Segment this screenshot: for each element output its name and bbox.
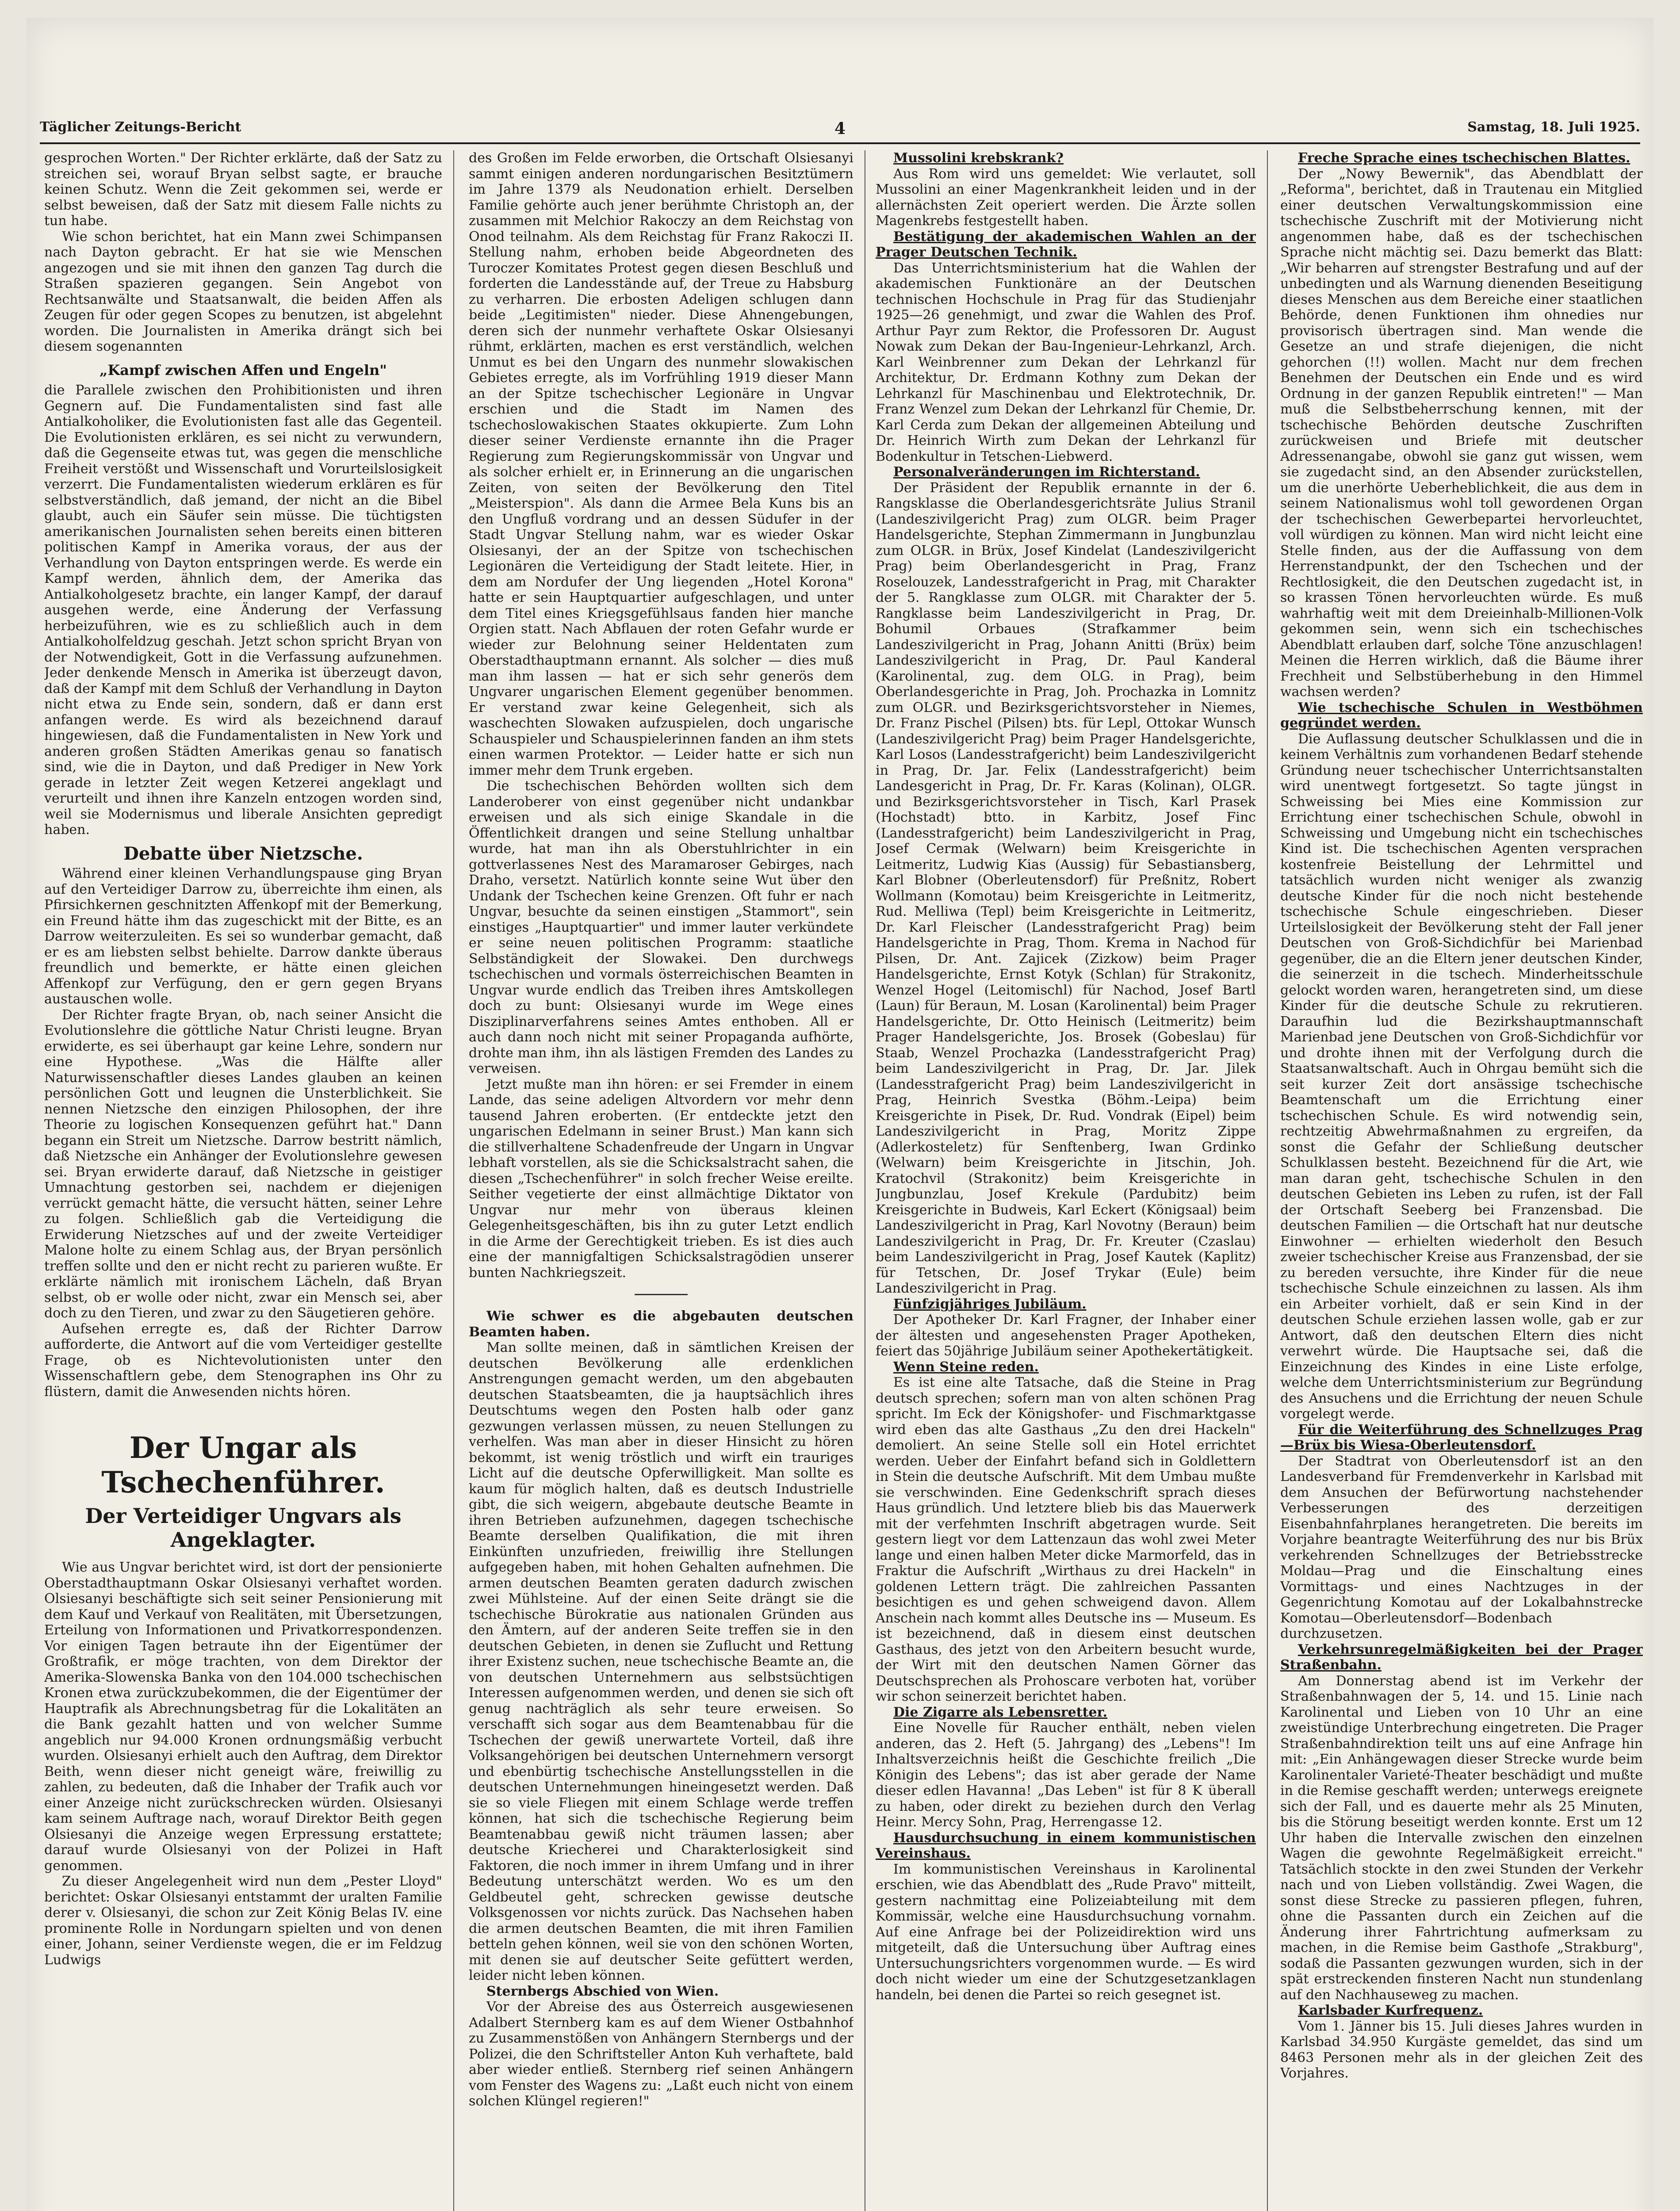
subheading: Freche Sprache eines tschechischen Blattes. <box>1298 150 1630 166</box>
subheading: Personalveränderungen im Richterstand. <box>893 464 1200 480</box>
article-paragraph: Der Stadtrat von Oberleutensdorf ist an den Landesverband für Fremdenverkehr in Karlsbad mit dem Ansuchen der Befürwortung nachstehender Verbesserungen des derzeitigen Eisenbahnfahrplanes herangetreten. Die bereits im Vorjahre beantragte Weiterführung des nur bis Brüx verkehrenden Schnellzuges der Betriebsstrecke Moldau—Prag und die Einschaltung eines Vormittags- und eines Nachtzuges in der Gegenrichtung Komotau auf der Lokalbahnstrecke Komotau—Oberleutensdorf—Bodenbach durchzusetzen. <box>1280 1453 1643 1641</box>
column-divider <box>453 150 454 2211</box>
article-paragraph: Während einer kleinen Verhandlungspause ging Bryan auf den Verteidiger Darrow zu, überreichte ihm einen, als Pfirsichkernen geschnitzten Affenkopf mit der Bemerkung, ein Freund hätte ihm das zugeschickt mit der Bitte, es an Darrow weiterzuleiten. Es sei so wunderbar gemacht, daß er es am liebsten selbst behielte. Darrow dankte überaus freundlich und bemerkte, er hätte einen gleichen Affenkopf zur Verfügung, den er gern gegen Bryans austauschen wolle. <box>44 866 442 1007</box>
article-paragraph: Man sollte meinen, daß in sämtlichen Kreisen der deutschen Bevölkerung alle erdenklichen Anstrengungen gemacht werden, um den abgebauten deutschen Staatsbeamten, die ja hauptsächlich ihres Deutschtums wegen den Posten halb oder ganz gezwungen verlassen müssen, zu neuen Stellungen zu verhelfen. Was man aber in dieser Hinsicht zu hören bekommt, ist wenig tröstlich und wirft ein trauriges Licht auf die deutsche Opferwilligkeit. Man sollte es kaum für möglich halten, daß es deutsch Industrielle gibt, die sich weigern, abgebaute deutsche Beamte in ihren Betrieben aufzunehmen, dagegen tschechische Beamte derselben Qualifikation, die mit ihren Einkünften unzufrieden, freiwillig ihre Stellungen aufgegeben haben, mit hohen Gehalten aufnehmen. Die armen deutschen Beamten geraten dadurch zwischen zwei Mühlsteine. Auf der einen Seite drängt sie die tschechische Bürokratie aus nationalen Gründen aus den Ämtern, auf der anderen Seite treffen sie in den deutschen Gebieten, in denen sie Zuflucht und Rettung ihrer Existenz suchen, neue tschechische Beamte an, die von deutschen Unternehmern aus selbstsüchtigen Interessen aufgenommen werden, und denen sie sich oft genug nachträglich als sehr teure erweisen. So verschafft sich sogar aus dem Beamtenabbau für die Tschechen der gewiß unerwartete Vorteil, daß ihre Volksangehörigen bei deutschen Unternehmern versorgt und ebenbürtig tschechische Anstellungsstellen in die deutschen Unternehmungen hineingesetzt werden. Daß sie so viele Fliegen mit einem Schlage werde treffen können, hat sich die tschechische Regierung beim Beamtenabbau gewiß nicht träumen lassen; aber deutsche Kriecherei und Charakterlosigkeit sind Faktoren, die noch immer in ihrem Umfang und in ihrer Bedeutung unterschätzt werden. Wo es um den Geldbeutel geht, schrecken gewisse deutsche Volksgenossen vor nichts zurück. Das Nachsehen haben die armen deutschen Beamten, die mit ihren Familien betteln gehen können, weil sie von den schönen Worten, mit denen sie auf deutscher Seite gefüttert werden, leider nicht leben können. <box>469 1340 853 1983</box>
article-paragraph: Vom 1. Jänner bis 15. Juli dieses Jahres wurden in Karlsbad 34.950 Kurgäste gemeldet, das sind um 8463 Personen mehr als in der gleichen Zeit des Vorjahres. <box>1280 2018 1643 2081</box>
article-headline: Der Ungar als Tschechenführer. <box>101 1431 385 1500</box>
article-paragraph: Aus Rom wird uns gemeldet: Wie verlautet, soll Mussolini an einer Magenkrankheit leiden und in der allernächsten Zeit operiert werden. Die Ärzte sollen Magenkrebs festgestellt haben. <box>876 166 1256 229</box>
header-masthead: Täglicher Zeitungs-Bericht <box>40 119 241 135</box>
article-paragraph: Der Richter fragte Bryan, ob, nach seiner Ansicht die Evolutionslehre die göttliche Natur Christi leugne. Bryan erwiderte, es sei überhaupt gar keine Lehre, sondern nur eine Hypothese. „Was die Hälfte aller Naturwissenschaftler dieses Landes glauben an keinen persönlichen Gott und leugnen die Unsterblichkeit. Sie nennen Nietzsche den einzigen Philosophen, der ihre Theorie zu logischen Konsequenzen geführt hat." Dann begann ein Streit um Nietzsche. Darrow bestritt nämlich, daß Nietzsche ein Anhänger der Evolutionslehre gewesen sei. Bryan erwiderte darauf, daß Nietzsche in geistiger Umnachtung gestorben sei, nachdem er diejenigen verrückt gemacht hätte, die versucht hätten, seiner Lehre zu folgen. Schließlich gab die Verteidigung die Erwiderung Nietzsches auf und der zweite Verteidiger Malone holte zu einem Schlag aus, der Bryan persönlich treffen sollte und den er nicht recht zu parieren wußte. Er erklärte nämlich mit ironischem Lächeln, daß Bryan selbst, ob er wolle oder nicht, zwar ein Mensch sei, aber doch zu den Tieren, und zwar zu den Säugetieren gehöre. <box>44 1007 442 1321</box>
subheading: Sternbergs Abschied von Wien. <box>486 1983 719 1999</box>
article-paragraph: Vor der Abreise des aus Österreich ausgewiesenen Adalbert Sternberg kam es auf dem Wiener Ostbahnhof zu Zusammenstößen von Anhängern Sternbergs und der Polizei, die den Schriftsteller Anton Kuh verhaftete, bald aber wieder entließ. Sternberg rief seinen Anhängern vom Fenster des Wagens zu: „Laßt euch nicht von einem solchen Klüngel regieren!" <box>469 1999 853 2109</box>
subheading: Bestätigung der akademischen Wahlen an der Prager Deutschen Technik. <box>876 229 1256 260</box>
article-paragraph: Wie schon berichtet, hat ein Mann zwei Schimpansen nach Dayton gebracht. Er hat sie wie Menschen angezogen und sie mit ihnen den ganzen Tag durch die Straßen spazieren gegangen. Sein Angebot von Rechtsanwälte und Staatsanwalt, die beiden Affen als Zeugen für oder gegen Scopes zu benutzen, ist abgelehnt worden. Die Journalisten in Amerika drängt sich bei diesem sogenannten <box>44 229 442 354</box>
article-paragraph: Jetzt mußte man ihn hören: er sei Fremder in einem Lande, das seine adeligen Altvordern vor mehr denn tausend Jahren eroberten. (Er entdeckte jetzt den ungarischen Edelmann in seiner Brust.) Man kann sich die stillverhaltene Schadenfreude der Ungarn in Ungvar lebhaft vorstellen, als sie die Schicksalstracht sahen, die diesen „Tschechenführer" in solch frecher Weise ereilte. Seither vegetierte der einst allmächtige Diktator von Ungvar nur mehr von überaus kleinen Gelegenheitsgeschäften, bis ihn zu guter Letzt endlich in die Arme der Gerechtigkeit trieben. Es ist dies auch eine der mannigfaltigen Schicksalstragödien unserer bunten Nachkriegszeit. <box>469 1076 853 1281</box>
article-paragraph: Wie aus Ungvar berichtet wird, ist dort der pensionierte Oberstadthauptmann Oskar Olsiesanyi verhaftet worden. Olsiesanyi beschäftigte sich seit seiner Pensionierung mit dem Kauf und Verkauf von Realitäten, mit Übersetzungen, Erteilung von Informationen und Privatkorrespondenzen. Vor einigen Tagen betraute ihn der Eigentümer der Großtrafik, er möge trachten, von dem Direktor der Amerika-Slowenska Banka von den 104.000 tschechischen Kronen etwa zurückzubekommen, die der Eigentümer der Hauptrafik als Abrechnungsbetrag für die Lokalitäten an die Bank gezahlt hatten und von welcher Summe angeblich nur 94.000 Kronen ordnungsmäßig verbucht wurden. Olsiesanyi erhielt auch den Auftrag, dem Direktor Beith, wenn dieser nicht geneigt wäre, freiwillig zu zahlen, zu bedeuten, daß die Inhaber der Trafik auch vor einer Anzeige nicht zurückschrecken würden. Olsiesanyi kam seinem Auftrage nach, worauf Direktor Beith gegen Olsiesanyi die Anzeige wegen Erpressung erstattete; darauf wurde Olsiesanyi von der Polizei in Haft genommen. <box>44 1560 442 1874</box>
article-paragraph: des Großen im Felde erworben, die Ortschaft Olsiesanyi sammt einigen anderen nordungarischen Besitztümern im Jahre 1379 als Neudonation erhielt. Derselben Familie gehörte auch jener berühmte Christoph an, der zusammen mit Melchior Rakoczy an dem Reichstag von Onod teilnahm. Als dem Reichstag für Franz Rakoczi II. Stellung nahm, erhoben beide Abgeordneten des Turoczer Komitates Protest gegen diesen Beschluß und forderten die Landesstände auf, der Treue zu Habsburg zu verharren. Die erbosten Adeligen schlugen dann beide „Legitimisten" nieder. Diese Ahnengebungen, deren sich der nunmehr verhaftete Oskar Olsiesanyi rühmt, erklärten, machen es erst verständlich, welchen Unmut es bei den Ungarn des nunmehr slowakischen Gebietes erregte, als im Vorfrühling 1919 dieser Mann an der Spitze tschechischer Legionäre in Ungvar erschien und die Stadt im Namen des tschechoslowakischen Staates okkupierte. Zum Lohn dieser seiner Verdienste ernannte ihn die Prager Regierung zum Regierungskommissär von Ungvar und als solcher erhielt er, in Erinnerung an die ungarischen Zeiten, von seiten der Bevölkerung den Titel „Meisterspion". Als dann die Armee Bela Kuns bis an den Ungfluß vordrang und an dessen Südufer in der Stadt Ungvar Stellung nahm, war es wieder Oskar Olsiesanyi, der an der Spitze von tschechischen Legionären die Verteidigung der Stadt leitete. Hier, in dem am Nordufer der Ung liegenden „Hotel Korona" hatte er sein Hauptquartier aufgeschlagen, und unter dem Titel eines Kriegsgefühlsaus fanden hier manche Orgien statt. Nach Abflauen der roten Gefahr wurde er wieder zur Belohnung seiner Heldentaten zum Oberstadthauptmann ernannt. Als solcher — dies muß man ihm lassen — hat er sich sehr generös dem Ungvarer ungarischen Element gegenüber benommen. Er verstand zwar keine Gelegenheit, sich als waschechten Slowaken aufzuspielen, doch ungarische Schauspieler und Schauspielerinnen fanden an ihm stets einen warmen Protektor. — Leider hatte er sich nun immer mehr dem Trunk ergeben. <box>469 150 853 778</box>
column-1 <box>44 150 442 2211</box>
article-paragraph: Die Auflassung deutscher Schulklassen und die in keinem Verhältnis zum vorhandenen Bedarf stehende Gründung neuer tschechischer Unterrichtsanstalten wird unentwegt fortgesetzt. So tagte jüngst in Schweissing bei Mies eine Kommission zur Errichtung einer tschechischen Schule, obwohl in Schweissing und Umgebung nicht ein tschechisches Kind ist. Die tschechischen Agenten versprachen kostenfreie Beistellung der Lehrmittel und tatsächlich wurden nicht weniger als zwanzig deutsche Kinder für die noch nicht bestehende tschechische Schule eingeschrieben. Dieser Urteilslosigkeit der Bevölkerung steht der Fall jener Deutschen von Groß-Sichdichfür bei Marienbad gegenüber, die an die Eltern jener deutschen Kinder, die seinerzeit in die tschech. Minderheitsschule gelockt worden waren, herangetreten sind, um diese Kinder für die deutsche Schule zu rekrutieren. Daraufhin lud die Bezirkshauptmannschaft Marienbad jene Deutschen von Groß-Sichdichfür vor und drohte ihnen mit der Verfolgung durch die Staatsanwaltschaft. Auch in Ohrgau bemüht sich die seit kurzer Zeit dort ansässige tschechische Beamtenschaft um die Errichtung einer tschechischen Schule. Es wird notwendig sein, rechtzeitig Abwehrmaßnahmen zu ergreifen, da sonst die Gefahr der Schließung deutscher Schulklassen besteht. Bezeichnend für die Art, wie man daran geht, tschechische Schulen in den deutschen Gebieten ins Leben zu rufen, ist der Fall der Ortschaft Seeberg bei Franzensbad. Die deutschen Familien — die Ortschaft hat nur deutsche Einwohner — erhielten wiederholt den Besuch zweier tschechischer Kreise aus Franzensbad, der sie zu bereden versuchte, ihre Kinder für die neue tschechische Schule einzeichnen zu lassen. Als ihm ein Arbeiter vorhielt, daß er sein Kind in der deutschen Schule erziehen lassen wolle, gab er zur Antwort, daß den deutschen Eltern dies nicht verwehrt würde. Die Hauptsache sei, daß die Einzeichnung des Kindes in eine Liste erfolge, welche dem Unterrichtsministerium zur Begründung des Ansuchens und die Errichtung der neuen Schule vorgelegt werde. <box>1280 731 1643 1422</box>
newspaper-page <box>27 18 1653 2211</box>
article-paragraph: Die tschechischen Behörden wollten sich dem Landeroberer von einst gegenüber nicht undankbar erweisen und als sich einige Skandale in die Öffentlichkeit drangen und seine Stellung unhaltbar wurde, hat man ihn als Oberstuhlrichter in ein gottverlassenes Nest des Maramaroser Gebirges, nach Draho, versetzt. Natürlich konnte seine Wut über den Undank der Tschechen keine Grenzen. Oft fuhr er nach Ungvar, besuchte da seinen einstigen „Stammort", sein einstiges „Hauptquartier" und immer lauter verkündete er seine neuen politischen Programm: staatliche Selbständigkeit der Slowakei. Den durchwegs tschechischen und vormals österreichischen Beamten in Ungvar wurde endlich das Treiben ihres Amtskollegen doch zu bunt: Olsiesanyi wurde im Wege eines Disziplinarverfahrens seines Amtes enthoben. All er auch dann noch nicht mit seiner Propaganda aufhörte, drohte man ihm, ihn als lästigen Fremden des Landes zu verweisen. <box>469 778 853 1076</box>
column-3 <box>876 150 1256 2211</box>
page-header <box>40 119 1640 142</box>
subheading: Wie tschechische Schulen in Westböhmen gegründet werden. <box>1280 700 1643 731</box>
subheading: Wie schwer es die abgebauten deutschen Beamten haben. <box>469 1308 853 1340</box>
column-2 <box>469 150 853 2211</box>
subheading: Karlsbader Kurfrequenz. <box>1298 2003 1483 2018</box>
column-divider <box>1267 150 1268 2211</box>
article-paragraph: gesprochen Worten." Der Richter erklärte, daß der Satz zu streichen sei, worauf Bryan selbst sagte, er brauche keinen Schutz. Wenn die Zeit gekommen sei, werde er selbst beweisen, daß der Satz mit diesem Falle nichts zu tun habe. <box>44 150 442 229</box>
section-heading: Debatte über Nietzsche. <box>123 843 363 864</box>
article-paragraph: Das Unterrichtsministerium hat die Wahlen der akademischen Funktionäre an der Deutschen technischen Hochschule in Prag für das Studienjahr 1925—26 genehmigt, und zwar die Wahlen des Prof. Arthur Payr zum Rektor, die Professoren Dr. August Nowak zum Dekan der Bau-Ingenieur-Lehrkanzl, Arch. Karl Weinbrenner zum Dekan der Lehrkanzl für Architektur, Dr. Erdmann Kothny zum Dekan der Lehrkanzl für Maschinenbau und Elektrotechnik, Dr. Franz Wenzel zum Dekan der Lehrkanzl für Chemie, Dr. Karl Cerda zum Dekan der allgemeinen Abteilung und Dr. Heinrich Wirth zum Dekan der Lehrkanzl für Bodenkultur in Tetschen-Liebwerd. <box>876 260 1256 464</box>
header-date: Samstag, 18. Juli 1925. <box>1467 119 1640 135</box>
article-paragraph: Der Apotheker Dr. Karl Fragner, der Inhaber einer der ältesten und angesehensten Prager Apotheken, feiert das 50jährige Jubiläum seiner Apothekertätigkeit. <box>876 1312 1256 1359</box>
article-paragraph: Aufsehen erregte es, daß der Richter Darrow aufforderte, die Antwort auf die vom Verteidiger gestellte Frage, ob es Nichtevolutionisten unter den Wissenschaftlern gebe, dem Stenographen ins Ohr zu flüstern, damit die Anwesenden nichts hören. <box>44 1321 442 1400</box>
subheading: Verkehrsunregelmäßigkeiten bei der Prager Straßenbahn. <box>1280 1641 1643 1673</box>
subheading: Wenn Steine reden. <box>893 1359 1039 1375</box>
subheading: Hausdurchsuchung in einem kommunistischen Vereinshaus. <box>876 1830 1256 1861</box>
article-paragraph: Eine Novelle für Raucher enthält, neben vielen anderen, das 2. Heft (5. Jahrgang) des „Lebens"! Im Inhaltsverzeichnis heißt die Geschichte freilich „Die Königin des Lebens"; das ist aber gerade der Name dieser edlen Havanna! „Das Leben" ist für 8 K überall zu haben, oder direkt zu beziehen durch den Verlag Heinr. Mercy Sohn, Prag, Herrengasse 12. <box>876 1720 1256 1830</box>
article-paragraph: Der „Nowy Bewernik", das Abendblatt der „Reforma", berichtet, daß in Trautenau ein Mitglied einer deutschen Verwaltungskommission eine tschechische Zuschrift mit der Motivierung nicht angenommen habe, daß es der tschechischen Sprache nicht mächtig sei. Dazu bemerkt das Blatt: „Wir beharren auf strengster Bestrafung und auf der unbedingten und als Warnung dienenden Beseitigung dieses Menschen aus dem Bereiche einer staatlichen Behörde, denen Funktionen ihm ohnedies nur provisorisch übertragen sind. Man wende die Gesetze an und strafe diejenigen, die nicht gehorchen (!!) wollen. Macht nur dem frechen Benehmen der Deutschen ein Ende und es wird Ordnung in der ganzen Republik eintreten!" — Man muß die Selbstbeherrschung kennen, mit der tschechische Behörden deutsche Zuschriften zurückweisen und Briefe mit deutscher Adressenangabe, obwohl sie ganz gut wissen, wem sie zugedacht sind, an den Absender zurückstellen, um die unerhörte Ueberheblichkeit, die aus dem in seinem Nationalismus wohl toll gewordenen Organ der tschechischen Gewerbepartei hervorleuchtet, voll würdigen zu können. Man wird nicht leicht eine Stelle finden, aus der die Auffassung von dem Herrenstandpunkt, der den Tschechen und der Rechtlosigkeit, die den Deutschen zugedacht ist, in so krassen Tönen hervorleuchten würde. Es muß wahrhaftig weit mit dem Dreieinhalb-Millionen-Volk gekommen sein, wenn sich ein tschechisches Abendblatt erlauben darf, solche Töne anzuschlagen! Meinen die Herren wirklich, daß die Bäume ihrer Frechheit und Selbstüberhebung in den Himmel wachsen werden? <box>1280 166 1643 700</box>
subheading: „Kampf zwischen Affen und Engeln" <box>99 361 387 379</box>
article-paragraph: Im kommunistischen Vereinshaus in Karolinental erschien, wie das Abendblatt des „Rude Pravo" mitteilt, gestern nachmittag eine Polizeiabteilung mit dem Kommissär, welche eine Hausdurchsuchung vornahm. Auf eine Anfrage bei der Polizeidirektion wird uns mitgeteilt, daß die Untersuchung über Auftrag eines Untersuchungsrichters vorgenommen wurde. — Es wird doch nicht wieder um eine der Schutzgesetzanklagen handeln, bei denen die Partei so reich gesegnet ist. <box>876 1861 1256 2003</box>
page-number: 4 <box>834 119 846 138</box>
header-rule <box>40 142 1640 144</box>
subheading: Für die Weiterführung des Schnellzuges Prag—Brüx bis Wiesa-Oberleutensdorf. <box>1280 1422 1643 1453</box>
article-paragraph: Am Donnerstag abend ist im Verkehr der Straßenbahnwagen der 5, 14. und 15. Linie nach Karolinental und Lieben von 10 Uhr an eine zweistündige Unterbrechung eingetreten. Die Prager Straßenbahndirektion teilt uns auf eine Anfrage hin mit: „Ein Anhängewagen dieser Strecke wurde beim Karolinentaler Varieté-Theater beschädigt und mußte in die Remise geschafft werden; unterwegs ereignete sich der Fall, und es dauerte mehr als 25 Minuten, bis die Störung beseitigt werden konnte. Erst um 12 Uhr haben die Intervalle zwischen den einzelnen Wagen die gewohnte Regelmäßigkeit erreicht." Tatsächlich stockte in den zwei Stunden der Verkehr nach und von Lieben vollständig. Zwei Wagen, die sonst diese Strecke zu passieren pflegen, fuhren, ohne die Passanten durch ein Zeichen auf die Änderung ihrer Fahrtrichtung aufmerksam zu machen, in die Remise beim Gasthofe „Strakburg", sodaß die Passanten gezwungen wurden, sich in der spät erstreckenden finsteren Nacht nun stundenlang auf den Nachhauseweg zu machen. <box>1280 1673 1643 2003</box>
article-paragraph: Der Präsident der Republik ernannte in der 6. Rangsklasse die Oberlandesgerichtsräte Julius Stranil (Landeszivilgericht Prag) zum OLGR. beim Prager Handelsgerichte, Stephan Zimmermann in Jungbunzlau zum OLGR. in Brüx, Josef Kindelat (Landeszivilgericht Prag) beim Oberlandesgericht in Prag, Franz Roselouzek, Landesstrafgericht in Prag, mit Charakter der 5. Rangklasse zum OLGR. mit Charakter der 5. Rangklasse beim Landeszivilgericht in Prag, Dr. Bohumil Orbaues (Strafkammer beim Landeszivilgericht in Prag, Johann Anitti (Brüx) beim Landeszivilgericht in Prag, Dr. Paul Kanderal (Karolinental, zug. dem OLG. in Prag), beim Oberlandesgerichte in Prag, Joh. Prochazka in Lomnitz zum OLGR. und Bezirksgerichtsvorsteher in Niemes, Dr. Franz Pischel (Pilsen) bts. für Lepl, Ottokar Wunsch (Landeszivilgericht Prag) beim Prager Handelsgerichte, Karl Losos (Landesstrafgericht) beim Landeszivilgericht in Prag, Dr. Jar. Felix (Landesstrafgericht) beim Landesgericht in Prag, Dr. Fr. Karas (Kolinan), OLGR. und Bezirksgerichtsvorsteher in Tisch, Karl Prasek (Hochstadt) btto. in Karbitz, Josef Finc (Landesstrafgericht) beim Landeszivilgericht in Prag, Josef Cermak (Welwarn) beim Kreisgerichte in Leitmeritz, Ludwig Kias (Aussig) für Sebastiansberg, Karl Blobner (Oberleutensdorf) für Preßnitz, Robert Wollmann (Komotau) beim Kreisgerichte in Leitmeritz, Rud. Melliwa (Tepl) beim Kreisgerichte in Leitmeritz, Dr. Karl Fleischer (Landesstrafgericht Prag) beim Handelsgerichte in Prag, Thom. Krema in Nachod für Pilsen, Dr. Ant. Zajicek (Zizkow) beim Prager Handelsgerichte, Ernst Kotyk (Schlan) für Strakonitz, Wenzel Hogel (Leitomischl) für Nachod, Josef Bartl (Laun) für Beraun, M. Losan (Karolinental) beim Prager Handelsgerichte, Dr. Otto Heinisch (Leitmeritz) beim Prager Handelsgerichte, Jos. Brosek (Gobeslau) für Staab, Wenzel Prochazka (Landesstrafgericht Prag) beim Landeszivilgericht in Prag, Dr. Jar. Jilek (Landesstrafgericht Prag) beim Landeszivilgericht in Prag, Heinrich Svestka (Böhm.-Leipa) beim Kreisgerichte in Pisek, Dr. Rud. Vondrak (Eipel) beim Landeszivilgericht in Prag, Moritz Zippe (Adlerkosteletz) für Senftenberg, Iwan Grdinko (Welwarn) beim Kreisgerichte in Jitschin, Joh. Kratochvil (Strakonitz) beim Kreisgerichte in Jungbunzlau, Josef Krekule (Pardubitz) beim Kreisgerichte in Budweis, Karl Eckert (Königsaal) beim Landeszivilgericht in Prag, Karl Novotny (Beraun) beim Landeszivilgericht in Prag, Dr. Fr. Kreuter (Czaslau) beim Landeszivilgericht in Prag, Josef Kautek (Kaplitz) für Tetschen, Dr. Josef Trykar (Eule) beim Landeszivilgericht in Prag. <box>876 480 1256 1296</box>
article-deck: Der Verteidiger Ungvars als Angeklagter. <box>85 1504 402 1552</box>
subheading: Mussolini krebskrank? <box>893 150 1064 166</box>
article-paragraph: Zu dieser Angelegenheit wird nun dem „Pester Lloyd" berichtet: Oskar Olsiesanyi entstammt der uralten Familie derer v. Olsiesanyi, die schon zur Zeit König Belas IV. eine prominente Rolle in Nordungarn spielten und von denen einer, Johann, seiner Verdienste wegen, die er im Feldzug Ludwigs <box>44 1874 442 1968</box>
separator-rule <box>635 1294 688 1295</box>
subheading: Die Zigarre als Lebensretter. <box>893 1704 1108 1720</box>
column-4 <box>1280 150 1643 2211</box>
article-paragraph: Es ist eine alte Tatsache, daß die Steine in Prag deutsch sprechen; sofern man von alten schönen Prag spricht. Im Eck der Königshofer- und Fischmarktgasse wird eben das alte Gasthaus „Zu den drei Hackeln" demoliert. An seine Stelle soll ein Hotel errichtet werden. Ueber der Einfahrt befand sich in Goldlettern in Stein die deutsche Aufschrift. Mit dem Umbau mußte sie verschwinden. Eine Gedenkschrift sprach dieses Haus gründlich. Und letztere blieb bis das Mauerwerk mit der verfehmten Inschrift abgetragen wurde. Seit gestern liegt vor dem Lattenzaun das wohl zwei Meter lange und einen halben Meter dicke Marmorfeld, das in Fraktur die Aufschrift „Wirthaus zu drei Hackeln" in goldenen Lettern trägt. Die zahlreichen Passanten besichtigen es und gehen schweigend davon. Allem Anschein nach kommt alles Deutsche ins — Museum. Es ist bezeichnend, daß in diesem einst deutschen Gasthaus, des jetzt von den Arbeitern besucht wurde, der Wirt mit den deutschen Namen Görner das Deutschsprechen als Prohoscare verboten hat, vorüber wir schon seinerzeit berichtet haben. <box>876 1375 1256 1704</box>
article-paragraph: die Parallele zwischen den Prohibitionisten und ihren Gegnern auf. Die Fundamentalisten sind fast alle Antialkoholiker, die Evolutionisten fast alle das Gegenteil. Die Evolutionisten erklären, es sei nicht zu verwundern, daß die Gegenseite etwas tut, was gegen die menschliche Freiheit verstößt und Wissenschaft und Vorurteilslosigkeit verzerrt. Die Fundamentalisten wiederum erklären es für selbstverständlich, daß jemand, der nicht an die Bibel glaubt, auch ein Säufer sein müsse. Die tüchtigsten amerikanischen Journalisten sehen bereits einen bitteren politischen Kampf in Amerika voraus, der aus der Verhandlung von Dayton entspringen werde. Es werde ein Kampf werden, ähnlich dem, der Amerika das Antialkoholgesetz brachte, ein langer Kampf, der darauf ausgehen werde, eine Änderung der Verfassung herbeizuführen, wie es zu schließlich auch in dem Antialkoholfeldzug geschah. Jetzt schon spricht Bryan von der Notwendigkeit, Gott in die Verfassung aufzunehmen. Jeder denkende Mensch in Amerika ist überzeugt davon, daß der Kampf mit dem Schluß der Verhandlung in Dayton nicht etwa zu Ende sein, sondern, daß er dann erst anfangen werde. Es wird als bezeichnend darauf hingewiesen, daß die Fundamentalisten in New York und anderen großen Städten Amerikas genau so fanatisch sind, wie die in Dayton, und daß Prediger in New York gerade in letzter Zeit wegen Ketzerei angeklagt und verurteilt und ihnen ihre Kanzeln entzogen worden sind, weil sie Modernismus und liberale Ansichten gepredigt haben. <box>44 383 442 838</box>
subheading: Fünfzigjähriges Jubiläum. <box>893 1296 1087 1312</box>
